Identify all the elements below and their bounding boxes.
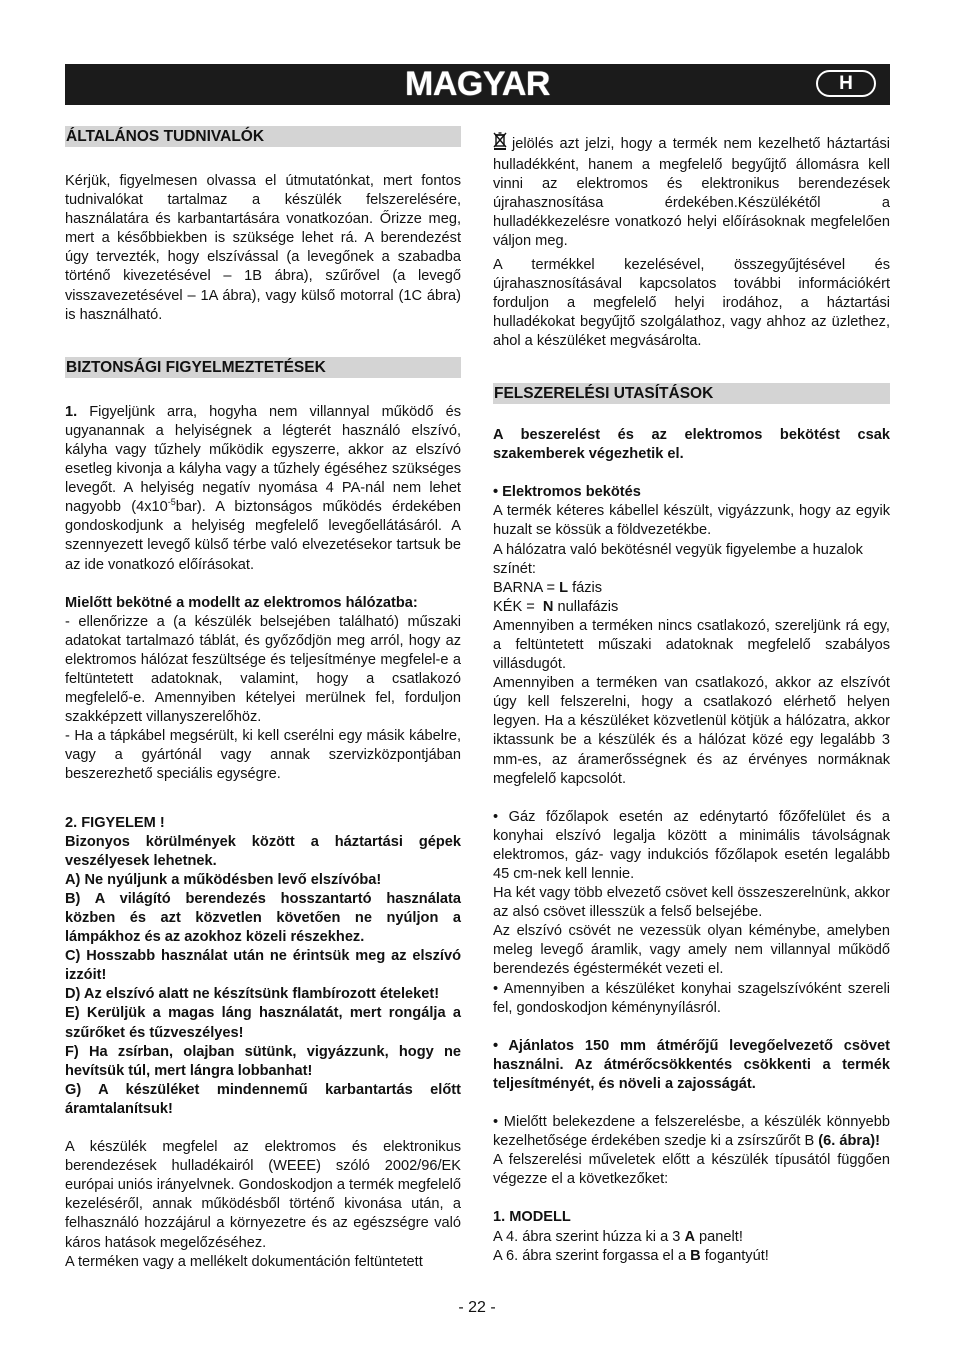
wire-brown [493, 579, 890, 598]
warning-item: D) Az elszívó alatt ne készítsünk flambírozott ételeket! [65, 986, 440, 1003]
item-number: 1. [65, 403, 78, 420]
warning-item: E) Kerüljük a magas láng használatát, mert rongálja a szűrőket és tűzveszélyes! [65, 1005, 461, 1041]
language-badge: H [816, 70, 876, 97]
text-span: A [684, 1228, 695, 1245]
model-heading: 1. MODELL [493, 1209, 571, 1226]
info-paragraph: A termékkel kezelésével, összegyűjtésével és újrahasznosításával kapcsolatos további információkért forduljon a megfelelő helyi irodához, a háztartási hulladékokat begyűjtő szolgálathoz, vagy ahhoz az üzlethez, ahol a készüléket megvásárolta. [493, 256, 890, 349]
text-span: fázis [568, 579, 603, 596]
electrical-heading: • Elektromos bekötés [493, 484, 641, 501]
section-heading-installation: FELSZERELÉSI UTASÍTÁSOK [493, 383, 890, 404]
electrical-text: Amennyiben a terméken van csatlakozó, akkor az elszívót úgy kell felszerelni, hogy a csatlakozó elérhető helyen legyen. Ha a készüléket közvetlenül kötjük a hálózatra, akkor iktassunk be a készülék és a hálózat közé egy legalább 3 mm-es, az áramerősségnek és az érvényes normáknak megfelelő kapcsolót. [493, 675, 890, 787]
text-span: panelt! [695, 1228, 743, 1245]
warning-item: A) Ne nyúljunk a működésben levő elszívóba! [65, 871, 382, 888]
text-span: A 4. ábra szerint húzza ki a 3 [493, 1228, 685, 1245]
general-paragraph: Kérjük, figyelmesen olvassa el útmutatónkat, mert fontos tudnivalókat tartalmaz a készülék felszerelésére, használatára és karbantartására vonatkozóan. Őrizze meg, mert a későbbiekben is szüksége lehet rá. A berendezést úgy tervezték, hogy elszívással (a levegőnek a szabadba történő kivezetésével – 1B ábra), szűrővel (a levegő visszavezetésével – 1A ábra), vagy külső motorral (1C ábra) is használható. [65, 173, 461, 323]
model-step [493, 1247, 890, 1266]
page-number: - 22 - [458, 1299, 496, 1316]
electrical-text: A hálózatra való bekötésnél vegyük figyelembe a huzalok színét: [493, 541, 863, 577]
text-span: L [559, 579, 569, 596]
model-step [493, 1228, 890, 1247]
text-span: Figyeljünk arra, hogyha nem villannyal működő és ugyanannak a helyiségnek a légterét használó elszívó, kályha vagy tűzhely működik egyszerre, akkor az elszívó esetleg kivonja a kályha vagy a tűzhely égéséhez szükséges levegőt. A helyiség negatív nyomása 4 PA-nál nem lehet nagyobb (4x10 [65, 403, 461, 516]
warning-item: B) A világító berendezés hosszantartó használata közben és azt közvetlen követően ne nyúljon a lámpákhoz és az azokhoz közeli részekhez. [65, 890, 461, 946]
section-heading-safety: BIZTONSÁGI FIGYELMEZTETÉSEK [65, 357, 461, 378]
text-span: N [542, 598, 554, 615]
before-connecting-heading: Mielőtt bekötné a modellt az elektromos hálózatba: [65, 594, 418, 611]
text-span: BARNA = [493, 579, 560, 596]
before-connecting-item: - ellenőrizze a (a készülék belsejében található) műszaki adatokat tartalmazó táblát, és győződjön meg arról, hogy az elektromos hálózat feszültsége és teljesítménye megfelel-e a feltüntetett adatoknak, valamint, hogy a csatlakozó megfelelő-e. Amennyiben kételyei merülnek fel, forduljon szakképzett villanyszerelőhöz. [65, 613, 461, 726]
section-heading-general: ÁLTALÁNOS TUDNIVALÓK [65, 126, 461, 147]
text-span: bar). A biztonságos működés érdekében gondoskodjunk a helyiség megfelelő levegőellátásáról. A szennyezett levegő külső térbe való elvezetésekor tartsuk be az ide vonatkozó előírásokat. [65, 499, 462, 573]
gas-hob-text: Ha két vagy több elvezető csövet kell összeszerelnünk, akkor az alsó csövet illesszük a felső belsejébe. [493, 885, 890, 921]
warning-item: C) Hosszabb használat után ne érintsük meg az elszívó izzóit! [65, 948, 461, 984]
before-connecting-item: - Ha a tápkábel megsérült, ki kell cserélni egy másik kábelre, vagy a gyártónál vagy annak szervizközpontjában beszerezhető speciális egységre. [65, 728, 461, 783]
safety-item-1 [65, 403, 461, 575]
right-column [493, 132, 890, 1266]
warning-heading: 2. FIGYELEM ! [65, 814, 165, 831]
text-span: B [690, 1247, 701, 1264]
crossed-bin-icon [493, 132, 507, 156]
page-title: MAGYAR [405, 65, 550, 103]
warning-item: G) A készüléket mindennemű karbantartás előtt áramtalanítsuk! [65, 1081, 461, 1117]
gas-hob-text: • Gáz főzőlapok esetén az edénytartó főzőfelület és a konyhai elszívó legalja között a minimális távolságnak elektromos, gáz- vagy indukciós főzőlapok esetén legalább 45 cm-nek kell lennie. [493, 808, 890, 882]
filter-text: A felszerelési műveletek előtt a készülék típusától függően végezze el a következőket: [493, 1152, 890, 1188]
language-banner [65, 64, 890, 105]
weee-symbol-paragraph [493, 132, 890, 252]
installation-notice: A beszerelést és az elektromos bekötést csak szakemberek végezhetik el. [493, 427, 890, 463]
electrical-text: A termék kéteres kábellel készült, vigyázzunk, hogy az egyik huzalt se kössük a földvezetékbe. [493, 503, 890, 539]
warning-item: Bizonyos körülmények között a háztartási gépek veszélyesek lehetnek. [65, 833, 461, 869]
text-span: (6. ábra)! [818, 1133, 880, 1150]
filter-text [493, 1113, 890, 1151]
electrical-text: Amennyiben a terméken nincs csatlakozó, szereljünk rá egy, a feltüntetett műszaki adatoknak megfelelő szabályos villásdugót. [493, 617, 890, 673]
warning-item: F) Ha zsírban, olajban sütünk, vigyázzunk, hogy ne hevítsük túl, mert lángra lobbanhat! [65, 1043, 461, 1079]
gas-hob-text: Az elszívó csövét ne vezessük olyan kéménybe, amelyben meleg levegő áramlik, vagy amely nem villannyal működő berendezés égéstermékét vezeti el. [493, 923, 890, 978]
text-span: KÉK = [493, 598, 543, 615]
pipe-recommendation: • Ajánlatos 150 mm átmérőjű levegőelvezető csövet használni. Az átmérőcsökkentés csökkenti a termék teljesítményét, és növeli a zajosságát. [493, 1037, 890, 1092]
weee-paragraph: A készülék megfelel az elektromos és elektronikus berendezések hulladékairól (WEEE) szóló 2002/96/EK európai uniós irányelvnek. Gondoskodjon a termék megfelelő kezeléséről, annak működésből történő kivonása után, a felhasználó hozzájárul a környezetre és az egészségre való káros hatások megelőzéséhez. [65, 1139, 461, 1251]
text-span: A 6. ábra szerint forgassa el a [493, 1247, 691, 1264]
text-span: nullafázis [553, 598, 619, 615]
gas-hob-text: • Amennyiben a készüléket konyhai szagelszívóként szereli fel, gondoskodjon kéménynyílásról. [493, 980, 890, 1016]
wire-blue [493, 598, 890, 617]
text-span: • Mielőtt belekezdene a felszerelésbe, a készülék könnyebb kezelhetősége érdekében szedje ki a zsírszűrőt B [493, 1114, 890, 1150]
left-column [65, 126, 461, 1272]
text-span: jelölés azt jelzi, hogy a termék nem kezelhető háztartási hulladékként, hanem a megfelelő begyűjtő állomásra kell vinni az elektromos és elektronikus berendezések újrahasznosítása érdekében.Készülékétől a hulladékkezelésre vonatkozó helyi előírásoknak megfelelően váljon meg. [493, 136, 890, 250]
superscript: -5 [167, 497, 176, 508]
text-span: fogantyút! [700, 1247, 769, 1264]
weee-tail: A terméken vagy a mellékelt dokumentáción feltüntetett [65, 1253, 423, 1270]
